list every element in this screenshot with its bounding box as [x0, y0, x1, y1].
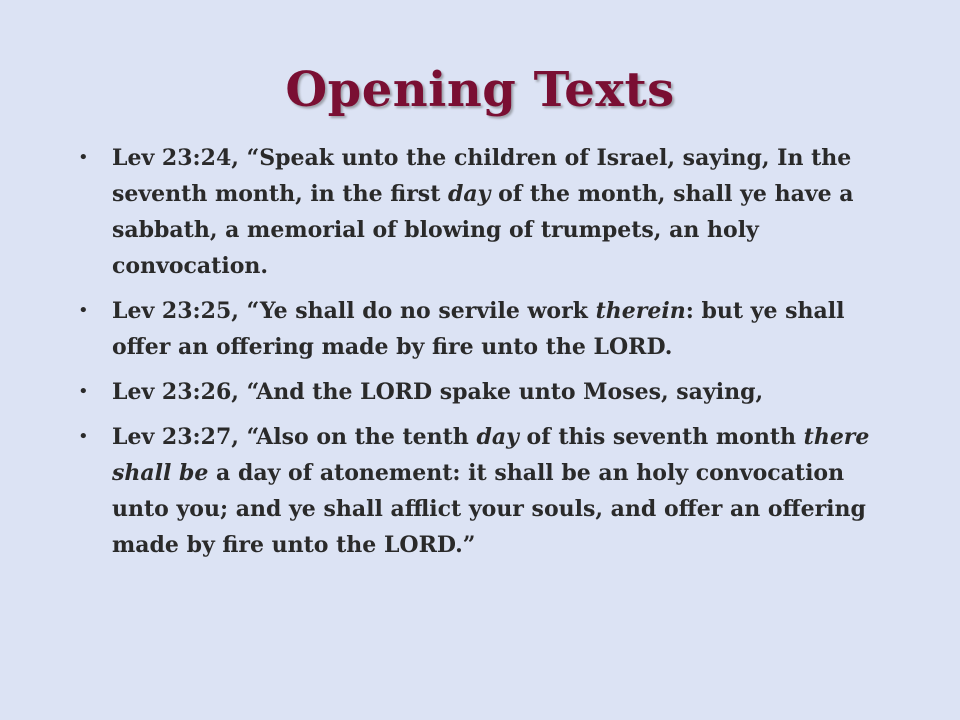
bullet-item — [78, 419, 878, 563]
bullet-text-italic: day — [448, 181, 491, 207]
bullet-dot-icon: • — [78, 381, 89, 402]
bullet-text — [112, 379, 763, 405]
bullet-item — [78, 293, 878, 365]
bullet-text-segment: of the month, shall ye have a sabbath, a memorial of blowing of trumpets, an holy convocation. — [112, 181, 854, 279]
bullet-text-segment: Lev 23:24, “Speak unto the children of Israel, saying, In the seventh month, in the first — [112, 145, 852, 207]
bullet-text-italic: there shall be — [112, 424, 870, 486]
bullet-item — [78, 374, 878, 410]
bullet-text-segment: a day of atonement: it shall be an holy convocation unto you; and ye shall afflict your souls, and offer an offering made by fire unto the LORD.” — [112, 460, 866, 558]
bullet-text-italic: day — [476, 424, 519, 450]
bullet-list — [78, 140, 878, 572]
bullet-text-italic: therein — [595, 298, 686, 324]
bullet-text-segment: Lev 23:27, “Also on the tenth — [112, 424, 477, 450]
bullet-text-segment: Lev 23:25, “Ye shall do no servile work — [112, 298, 596, 324]
bullet-item — [78, 140, 878, 284]
bullet-text — [112, 424, 869, 558]
bullet-dot-icon: • — [78, 426, 89, 447]
bullet-text-segment: Lev 23:26, “And the LORD spake unto Moses, saying, — [112, 379, 764, 405]
bullet-text — [112, 145, 854, 279]
bullet-text-segment: of this seventh month — [518, 424, 804, 450]
bullet-dot-icon: • — [78, 147, 89, 168]
slide-title: Opening Texts — [285, 62, 675, 118]
bullet-text — [112, 298, 844, 360]
bullet-dot-icon: • — [78, 300, 89, 321]
bullet-text-segment: : but ye shall offer an offering made by fire unto the LORD. — [112, 298, 845, 360]
